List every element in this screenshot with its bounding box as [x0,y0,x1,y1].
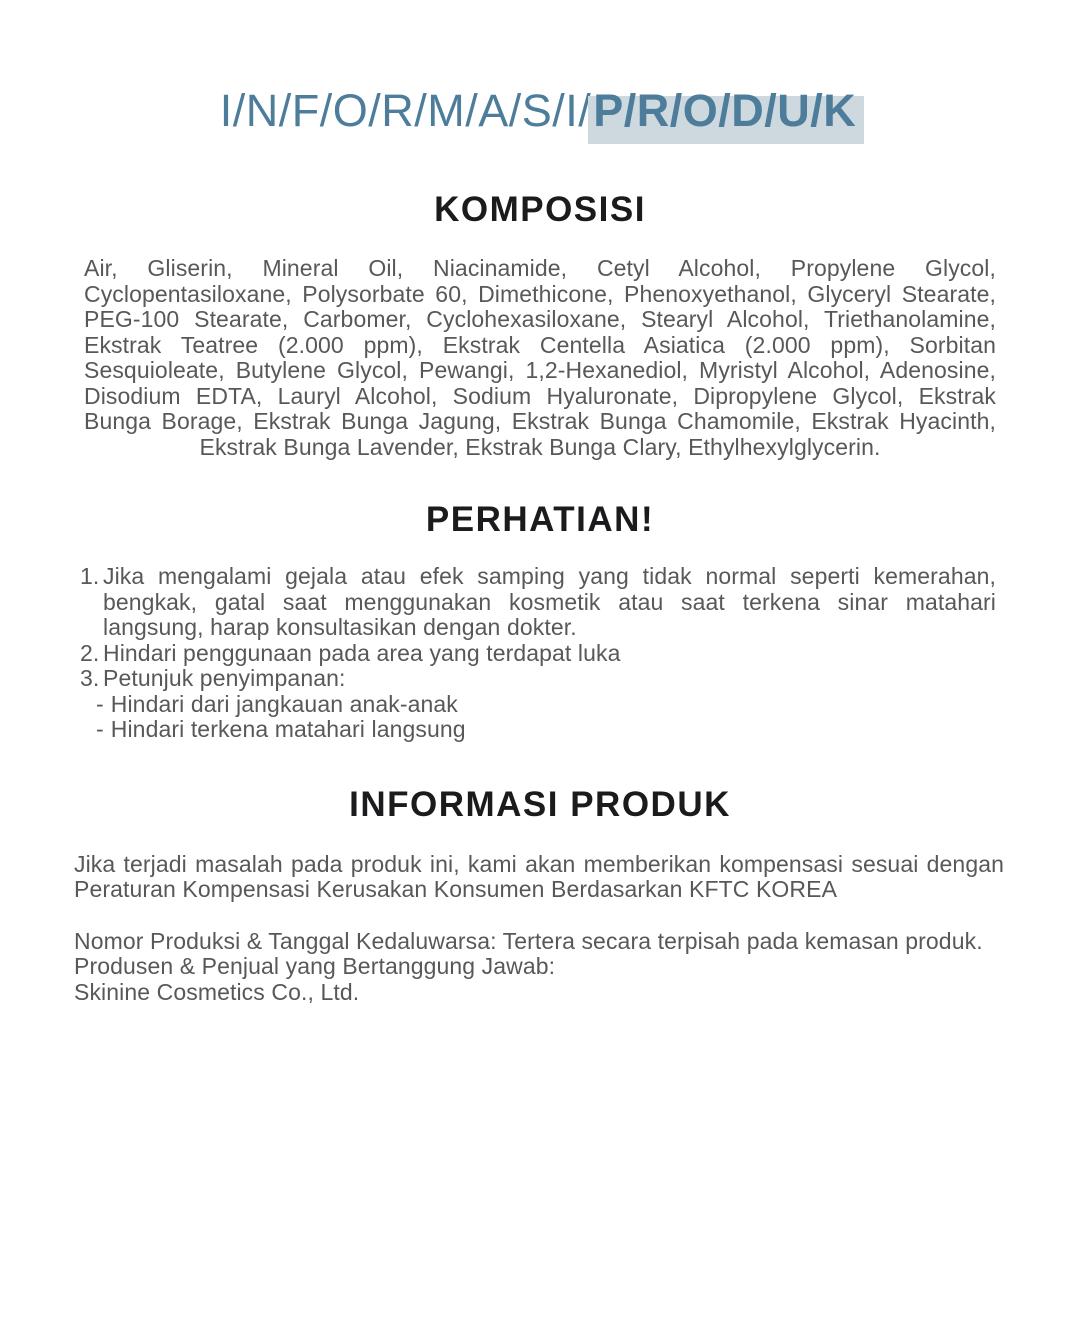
storage-notes [96,692,996,743]
warning-item-text: Petunjuk penyimpanan: [103,665,346,691]
warning-item-number: 1. [80,563,100,589]
warning-item-text: Jika mengalami gejala atau efek samping yang tidak normal seperti kemerahan, bengkak, gatal saat menggunakan kosmetik atau saat terkena sinar matahari langsung, harap konsultasikan dengan dokter. [103,563,996,640]
komposisi-heading: KOMPOSISI [434,190,646,229]
warning-item-text: Hindari penggunaan pada area yang terdapat luka [103,639,621,666]
production-expiry-text: Nomor Produksi & Tanggal Kedaluwarsa: Tertera secara terpisah pada kemasan produk. [74,927,983,954]
dash-bullet: - [96,690,104,717]
producer-label: Produsen & Penjual yang Bertanggung Jawab: [74,953,556,979]
warning-item-number: 2. [80,639,100,666]
section-perhatian [0,502,1080,743]
product-info-page [0,84,1080,1334]
storage-note-1 [96,692,996,718]
page-title-prefix: I/N/F/O/R/M/A/S/I/ [219,85,592,136]
page-title-highlight: P/R/O/D/U/K [591,85,860,136]
warning-item-3 [80,666,996,692]
storage-note-text: Hindari terkena matahari langsung [110,716,466,742]
perhatian-heading: PERHATIAN! [425,500,655,539]
warning-item-1 [80,564,996,641]
warning-list [80,564,996,692]
informasi-produk-heading: INFORMASI PRODUK [349,784,731,824]
compensation-text: Jika terjadi masalah pada produk ini, kami akan memberikan kompensasi sesuai dengan Peraturan Kompensasi Kerusakan Konsumen Berdasarkan KFTC KOREA [74,850,1004,902]
ingredients-text: Air, Gliserin, Mineral Oil, Niacinamide, Cetyl Alcohol, Propylene Glycol, Cyclopentasiloxane, Polysorbate 60, Dimethicone, Phenoxyethanol, Glyceryl Stearate, PEG-100 Stearate, Carbomer, Cyclohexasiloxane, Stearyl Alcohol, Triethanolamine, Ekstrak Teatree (2.000 ppm), Ekstrak Centella Asiatica (2.000 ppm), Sorbitan Sesquioleate, Butylene Glycol, Pewangi, 1,2-Hexanediol, Myristyl Alcohol, Adenosine, Disodium EDTA, Lauryl Alcohol, Sodium Hyaluronate, Dipropylene Glycol, Ekstrak Bunga Borage, Ekstrak Bunga Jagung, Ekstrak Bunga Chamomile, Ekstrak Hyacinth, Ekstrak Bunga Lavender, Ekstrak Bunga Clary, Ethylhexylglycerin. [84,255,996,460]
page-title [0,84,1080,138]
storage-note-text: Hindari dari jangkauan anak-anak [110,690,458,717]
warning-item-2 [80,641,996,667]
warning-item-number: 3. [80,665,100,691]
section-komposisi [0,192,1080,460]
storage-note-2 [96,717,996,743]
dash-bullet: - [96,716,104,742]
producer-name: Skinine Cosmetics Co., Ltd. [74,978,360,1005]
section-informasi-produk [0,784,1080,1006]
